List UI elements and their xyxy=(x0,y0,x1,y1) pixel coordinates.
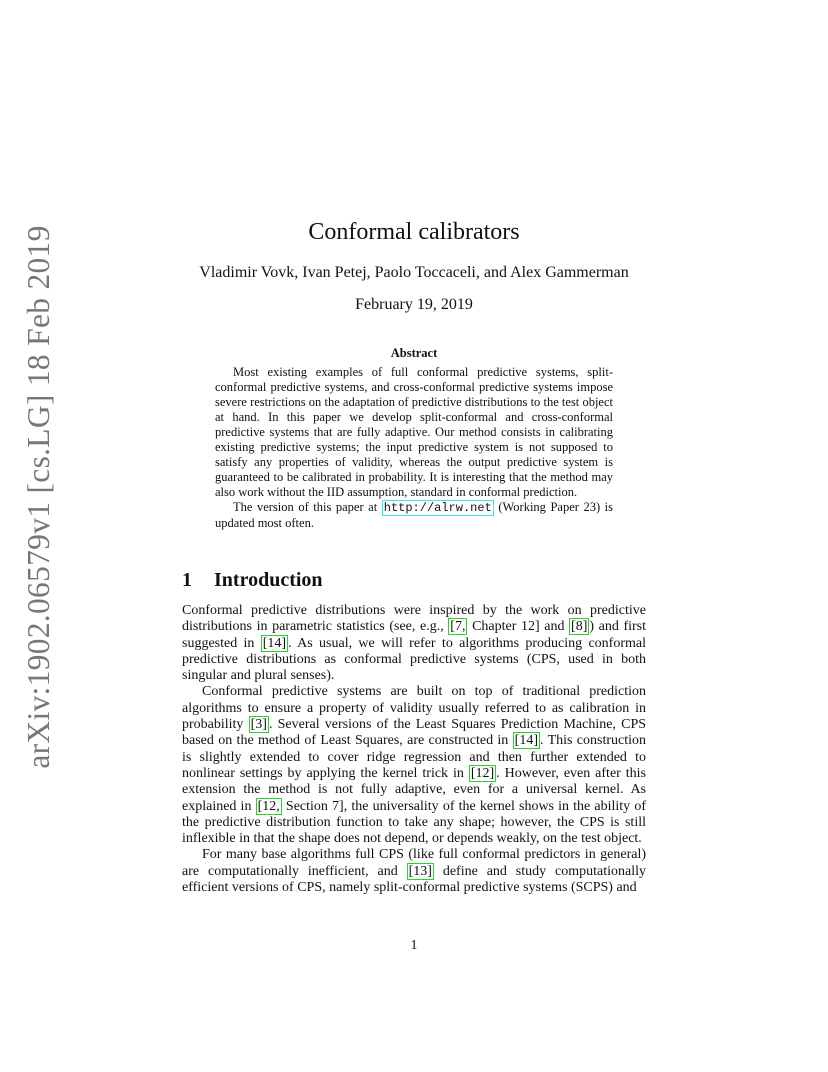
citation-link[interactable]: [7, xyxy=(450,619,466,635)
version-note-text: The version of this paper at xyxy=(233,500,382,514)
paper-title: Conformal calibrators xyxy=(308,219,520,245)
paragraph-text: For many base algorithms full CPS (like full conformal predictors in general) are computationally inefficient, and xyxy=(182,847,646,879)
paragraph-text: . Several versions of the Least Squares Prediction Machine, CPS based on the method of Least Squares, are constructed in xyxy=(182,717,647,749)
section-body xyxy=(182,603,646,896)
paragraph-text: Conformal predictive systems are built on top of traditional prediction algorithms to ensure a property of validity usually referred to as calibration in probability xyxy=(182,684,646,733)
paper-url-link[interactable]: http://alrw.net xyxy=(383,501,492,515)
abstract-heading: Abstract xyxy=(390,346,438,360)
arxiv-identifier-stamp: arXiv:1902.06579v1 [cs.LG] 18 Feb 2019 xyxy=(21,225,56,769)
body-paragraph xyxy=(182,847,646,896)
paragraph-text: define and study computationally efficient versions of CPS, namely split-conformal predictive systems (SCPS) and xyxy=(182,863,646,896)
citation-link[interactable]: [14] xyxy=(514,733,538,749)
version-note-text: (Working Paper 23) is updated most often. xyxy=(215,500,614,530)
citation-link[interactable]: [14] xyxy=(262,635,287,651)
paragraph-text: ) and first suggested in xyxy=(182,619,646,651)
paragraph-text: Chapter 12] and xyxy=(467,619,570,635)
page-number: 1 xyxy=(410,938,418,953)
paper-date: February 19, 2019 xyxy=(355,296,473,313)
paragraph-text: . However, even after this extension the method is not fully adaptive, even for a universal kernel. As explained in xyxy=(182,765,646,814)
citation-link[interactable]: [12, xyxy=(257,798,280,814)
citation-link[interactable]: [8] xyxy=(571,619,588,635)
citation-link[interactable]: [13] xyxy=(408,863,432,879)
section-title: Introduction xyxy=(214,569,323,591)
body-paragraph xyxy=(182,603,646,684)
paragraph-text: . This construction is slightly extended to cover ridge regression and then further extended to nonlinear settings by applying the kernel trick in xyxy=(182,733,646,781)
section-number: 1 xyxy=(182,569,192,591)
paragraph-text: Conformal predictive distributions were inspired by the work on predictive distributions in parametric statistics (see, e.g., xyxy=(182,603,646,635)
abstract-paragraph: Most existing examples of full conformal predictive systems, split-conformal predictive systems, and cross-conformal predictive systems impose severe restrictions on the adaptation of predictive distributions to the test object at hand. In this paper we develop split-conformal and cross-conformal predictive systems that are fully adaptive. Our method consists in calibrating existing predictive systems; the input predictive system is not supposed to satisfy any properties of validity, whereas the output predictive system is guaranteed to be calibrated in probability. It is interesting that the method may also work without the IID assumption, standard in conformal prediction. xyxy=(215,365,613,499)
author-list: Vladimir Vovk, Ivan Petej, Paolo Toccaceli, and Alex Gammerman xyxy=(199,264,629,281)
body-paragraph xyxy=(182,684,646,847)
abstract-body xyxy=(215,365,613,531)
paragraph-text: Section 7], the universality of the kernel shows in the ability of the predictive distribution function to take any shape; however, the CPS is still inflexible in that the shape does not depend, or depends weakly, on the test object. xyxy=(182,798,646,847)
paragraph-text: . As usual, we will refer to algorithms producing conformal predictive distributions as conformal predictive systems (CPS, used in both singular and plural senses). xyxy=(182,635,646,684)
citation-link[interactable]: [3] xyxy=(250,717,267,733)
citation-link[interactable]: [12] xyxy=(470,765,495,781)
abstract-version-note xyxy=(215,500,613,531)
section-heading xyxy=(182,569,323,592)
